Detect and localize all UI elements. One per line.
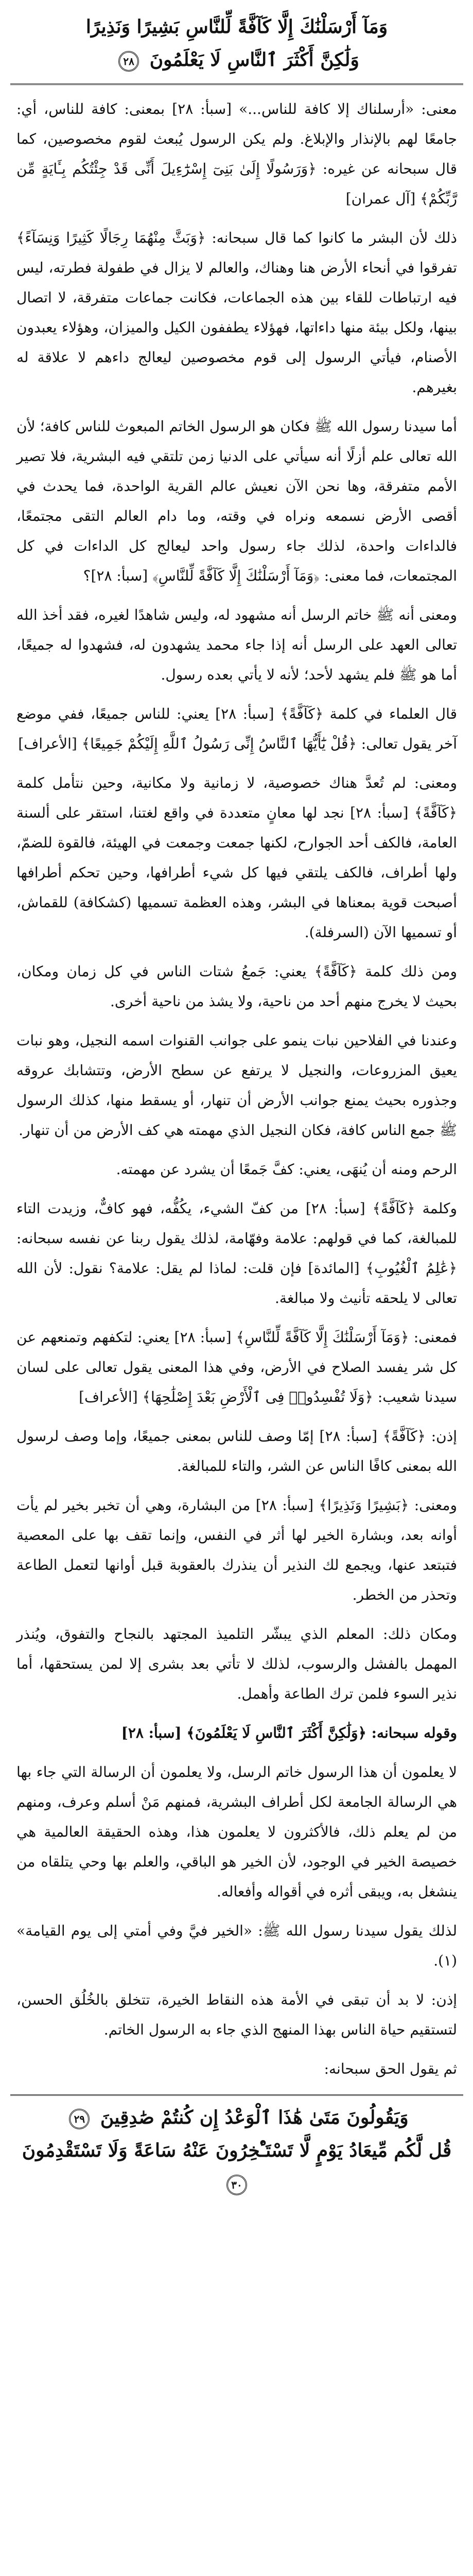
paragraph: لا يعلمون أن هذا الرسول خاتم الرسل، ولا يعلمون أن الرسالة التي جاء بها هي الرسالة الجامعة لكل أطراف البشرية، فمنهم مَنْ أسلم وعرف، ومنهم من لم يعلم ذلك، فالأكثرون لا يعلمون هذا، وهذه الحقيقة العالمية هي خصيصة الخير في الوجود، لأن الخير هو الباقي، والعلم بها وحي يتلقاه من ينشغل به، ويبقى أثره في أقواله وأفعاله. <box>16 1764 457 1900</box>
verse-footer <box>10 2094 463 2207</box>
paragraph: إذن: ﴿كَآفَّةً﴾ [سبأ: ٢٨] إمّا وصف للناس بمعنى جميعًا، وإما وصف لرسول الله بمعنى كافًا الناس عن الشر، والتاء للمبالغة. <box>16 1428 457 1475</box>
verse-text: قُل لَّكُم مِّيعَادُ يَوْمٍ لَّا تَسْتَـْٔخِرُونَ عَنْهُ سَاعَةً وَلَا تَسْتَقْدِمُونَ <box>22 2140 452 2161</box>
verse-text: وَمَآ أَرْسَلْنَٰكَ إِلَّا كَآفَّةً لِّلنَّاسِ بَشِيرًا وَنَذِيرًا <box>85 16 388 38</box>
paragraph: معنى: «أرسلناك إلا كافة للناس...» [سبأ: ٢٨] بمعنى: كافة للناس، أي: جامعًا لهم بالإنذار والإبلاغ. ولم يكن الرسول يُبعث لقوم مخصوصين، كما قال سبحانه عن غيره: ﴿وَرَسُولًا إِلَىٰ بَنِىٓ إِسْرَٰٓءِيلَ أَنِّى قَدْ جِئْتُكُم بِـَٔايَةٍ مِّن رَّبِّكُمْ﴾ [آل عمران] <box>16 100 458 207</box>
paragraph: ومن ذلك كلمة ﴿كَآفَّةً﴾ يعني: جَمعُ شتات الناس في كل زمان ومكان، بحيث لا يخرج منهم أحد من ناحية، ولا يشذ من ناحية أخرى. <box>16 963 457 1010</box>
verse-line <box>20 10 454 43</box>
paragraph: أما سيدنا رسول الله ﷺ فكان هو الرسول الخاتم المبعوث للناس كافة؛ لأن الله تعالى علم أزلًا أنه سيأتي على الدنيا زمن تلتقي فيه البشرية، فلا تصير الأمم متفرقة، وها نحن الآن نعيش عالم القرية الواحدة، فما يحدث في أقصى الأرض نسمعه ونراه في وقته، وما دام العالم التقى مجتمعًا، فالداءات واحدة، لذلك جاء رسول واحد ليعالج كل الداءات في كل المجتمعات، فما معنى: ﴿وَمَآ أَرْسَلْنَٰكَ إِلَّا كَآفَّةً لِّلنَّاسِ﴾ [سبأ: ٢٨]؟ <box>16 418 457 584</box>
paragraph: لذلك يقول سيدنا رسول الله ﷺ: «الخير فيَّ وفي أمتي إلى يوم القيامة» (١). <box>16 1922 457 1969</box>
verse-number: ٣٠ <box>226 2175 247 2195</box>
content <box>10 0 463 2207</box>
paragraph: وعندنا في الفلاحين نبات ينمو على جوانب القنوات اسمه النجيل، وهو نبات يعيق المزروعات، والنجيل لا يرتفع عن سطح الأرض، وتتشابك عروقه وجذوره بحيث يمنع جوانب الأرض أن تنهار، أو يسقط منها، كذلك الرسول ﷺ جمع الناس كافة، فكان النجيل الذي مهمته هي كف الأرض من أن تنهار. <box>16 1032 457 1139</box>
paragraph: ومعنى أنه ﷺ خاتم الرسل أنه مشهود له، وليس شاهدًا لغيره، فقد أخذ الله تعالى العهد على الرسل أنه إذا جاء محمد يشهدون له، فشهدوا له جميعًا، أما هو ﷺ فلم يشهد لأحد؛ لأنه لا يأتي بعده رسول. <box>16 606 457 683</box>
verse-number: ٢٨ <box>118 51 139 72</box>
verse-line <box>20 2134 454 2200</box>
paragraph: ذلك لأن البشر ما كانوا كما قال سبحانه: ﴿وَبَثَّ مِنْهُمَا رِجَالًا كَثِيرًا وَنِسَآءً﴾ تفرقوا في أنحاء الأرض هنا وهناك، والعالم لا يزال في طفولة فطرته، ليس فيه ارتباطات للقاء بين هذه الجماعات، فكانت جماعات متفرقة، لا اتصال بينها، ولكل بيئة منها داءاتها، فهؤلاء يطففون الكيل والميزان، وهؤلاء يعبدون الأصنام، فيأتي الرسول إلى قوم مخصوصين ليعالج داءهم لا علاقة له بغيرهم. <box>16 229 458 396</box>
verse-text: وَيَقُولُونَ مَتَىٰ هَٰذَا ٱلْوَعْدُ إِن كُنتُمْ صَٰدِقِينَ <box>100 2107 409 2128</box>
paragraph: ثم يقول الحق سبحانه: <box>324 2060 457 2077</box>
verse-number: ٢٩ <box>69 2109 90 2129</box>
paragraph: الرحم ومنه أن يُنهَى، يعني: كفَّ جَمعًا أن يشرد عن مهمته. <box>116 1161 457 1178</box>
paragraph: ومكان ذلك: المعلم الذي يبشّر التلميذ المجتهد بالنجاح والتفوق، ويُنذر المهمل بالفشل والرسوب، لذلك لا تأتي بعد بشرى إلا لمن يستحقها، أما نذير السوء فلمن ترك الطاعة وأهمل. <box>16 1625 457 1702</box>
verse-line <box>20 43 454 76</box>
paragraph: ومعنى: ﴿بَشِيرًا وَنَذِيرًا﴾ [سبأ: ٢٨] من البشارة، وهي أن تخبر بخير لم يأت أوانه بعد، وبشارة الخير لها أثر في النفس، وإنما تقف بها على المعصية فتبتعد عنها، ويجمع لك النذير أن ينذرك بالعقوبة قبل أوانها لتعمل الطاعة وتحذر من الخطر. <box>16 1497 457 1603</box>
paragraph: إذن: لا بد أن تبقى في الأمة هذه النقاط الخيرة، تتخلق بالخُلُق الحسن، لتستقيم حياة الناس بهذا المنهج الذي جاء به الرسول الخاتم. <box>16 1991 457 2038</box>
verse-header <box>10 5 463 85</box>
paragraph: ومعنى: لم تُعدَّ هناك خصوصية، لا زمانية ولا مكانية، وحين نتأمل كلمة ﴿كَآفَّةً﴾ [سبأ: ٢٨] نجد لها معانٍ متعددة في واقع لغتنا، استقر على ألسنة العامة، فالكف أحد الجوارح، لكنها جمعت وجمعت في الهيئة، فالقوة للضمّ، ولها أطراف، فالكف يلتقي فيها كل شيء أطرافها، وحين تحكم أطرافها أصبحت قوية بمعناها في البشر، وهذه العظمة تسميها (كشكافة) للقماش، أو تسميها الآن (السرفلة). <box>16 774 457 941</box>
paragraph: وكلمة ﴿كَآفَّةً﴾ [سبأ: ٢٨] من كفّ الشيء، يكُفُّه، فهو كافٌّ، وزيدت التاء للمبالغة، كما في قولهم: علامة وفهّامة، لذلك يقول ربنا عن نفسه سبحانه: ﴿عَٰلِمُ ٱلْغُيُوبِ﴾ [المائدة] فإن قلت: لماذا لم يقل: علامة؟ نقول: لأن الله تعالى لا يلحقه تأنيث ولا مبالغة. <box>16 1200 457 1307</box>
paragraph: قال العلماء في كلمة ﴿كَآفَّةً﴾ [سبأ: ٢٨] يعني: للناس جميعًا، ففي موضع آخر يقول تعالى: ﴿قُلْ يَٰٓأَيُّهَا ٱلنَّاسُ إِنِّى رَسُولُ ٱللَّهِ إِلَيْكُمْ جَمِيعًا﴾ [الأعراف] <box>16 705 457 752</box>
verse-text: وَلَٰكِنَّ أَكْثَرَ ٱلنَّاسِ لَا يَعْلَمُونَ <box>149 49 359 71</box>
paragraph: فمعنى: ﴿وَمَآ أَرْسَلْنَٰكَ إِلَّا كَآفَّةً لِّلنَّاسِ﴾ [سبأ: ٢٨] يعني: لتكفهم وتمنعهم عن كل شر يفسد الصلاح في الأرض، وفي هذا المعنى يقول تعالى على لسان سيدنا شعيب: ﴿وَلَا تُفْسِدُوا۟ فِى ٱلْأَرْضِ بَعْدَ إِصْلَٰحِهَا﴾ [الأعراف] <box>16 1329 457 1405</box>
paragraph: وقوله سبحانه: ﴿وَلَٰكِنَّ أَكْثَرَ ٱلنَّاسِ لَا يَعْلَمُونَ﴾ [سبأ: ٢٨] <box>121 1724 457 1741</box>
verse-line <box>20 2101 454 2134</box>
